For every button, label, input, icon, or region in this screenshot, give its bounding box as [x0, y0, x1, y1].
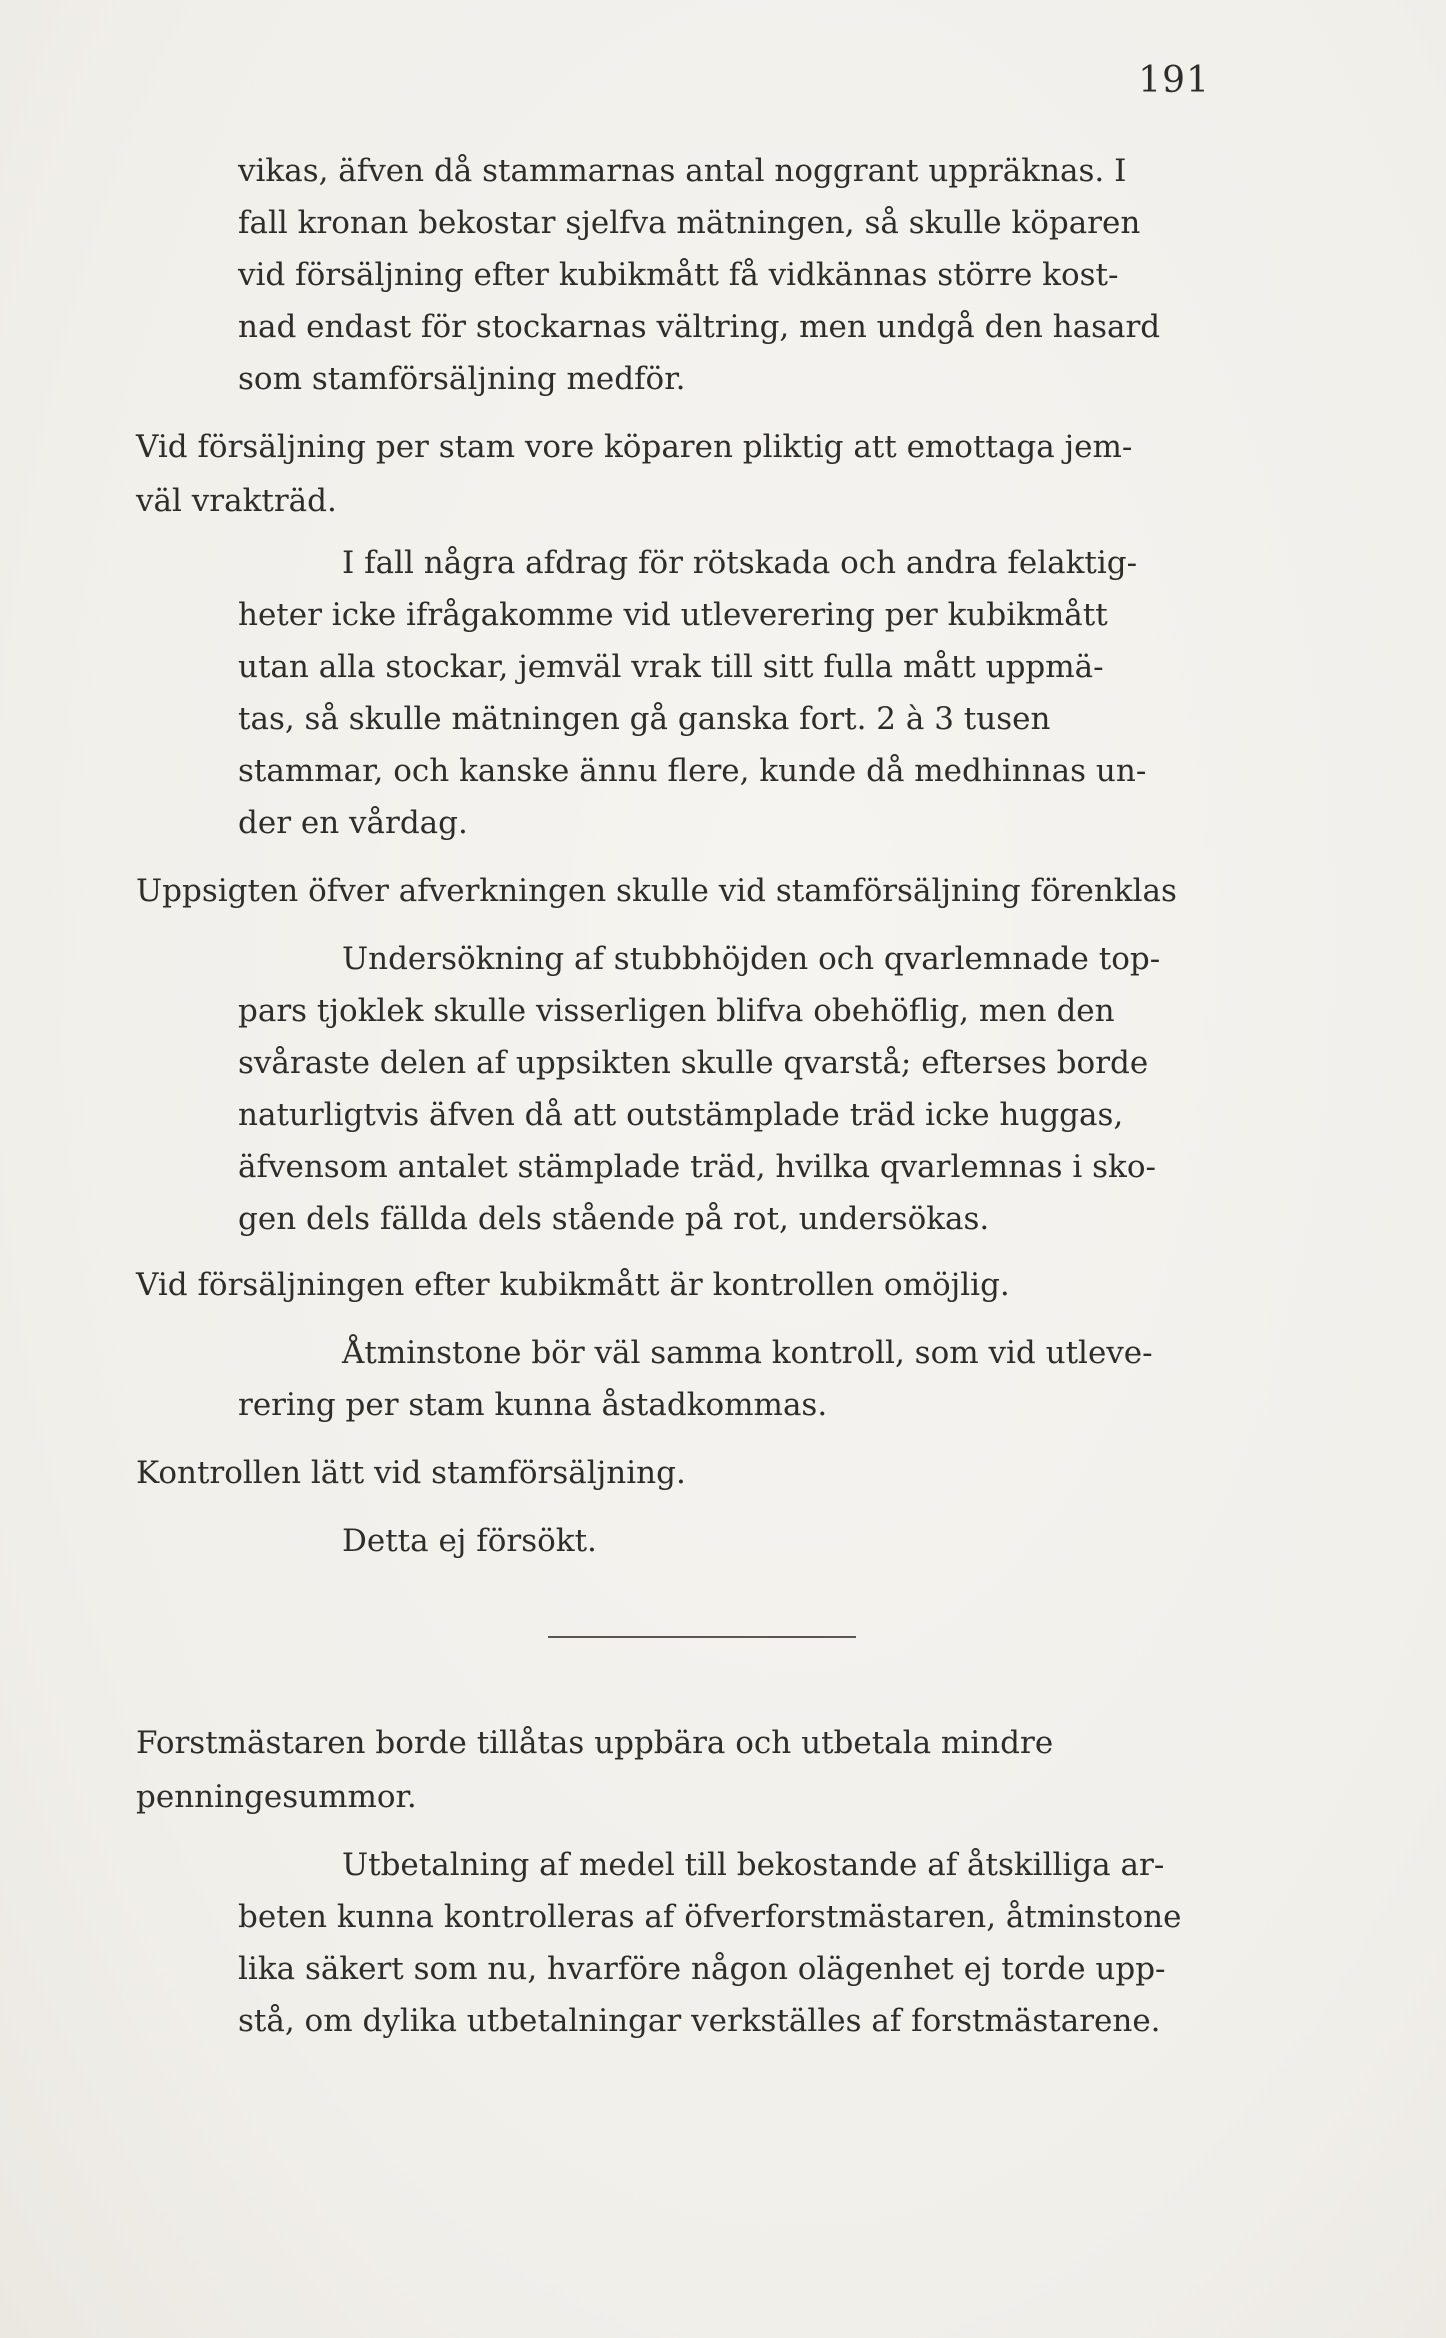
text-line: Åtminstone bör väl samma kontroll, som vid utleve-	[342, 1335, 1153, 1371]
text-line: äfvensom antalet stämplade träd, hvilka qvarlemnas i sko-	[238, 1149, 1156, 1185]
page-number: 191	[1138, 60, 1210, 101]
text-line: lika säkert som nu, hvarföre någon olägenhet ej torde upp-	[238, 1951, 1166, 1987]
text-line: gen dels fällda dels stående på rot, undersökas.	[238, 1201, 990, 1237]
text-line: nad endast för stockarnas vältring, men undgå den hasard	[238, 309, 1161, 345]
section-divider	[548, 1636, 856, 1638]
text-line: Detta ej försökt.	[342, 1523, 597, 1559]
section-heading: penningesummor.	[136, 1779, 417, 1815]
section-heading: Kontrollen lätt vid stamförsäljning.	[136, 1455, 686, 1491]
text-line: fall kronan bekostar sjelfva mätningen, så skulle köparen	[238, 205, 1141, 241]
text-line: som stamförsäljning medför.	[238, 361, 686, 397]
text-line: stå, om dylika utbetalningar verkställes af forstmästarene.	[238, 2003, 1161, 2039]
text-line: rering per stam kunna åstadkommas.	[238, 1387, 828, 1423]
text-line: naturligtvis äfven då att outstämplade träd icke huggas,	[238, 1097, 1124, 1133]
text-line: tas, så skulle mätningen gå ganska fort. 2 à 3 tusen	[238, 701, 1051, 737]
text-line: Utbetalning af medel till bekostande af åtskilliga ar-	[342, 1847, 1165, 1883]
text-line: der en vårdag.	[238, 805, 468, 841]
section-heading: Uppsigten öfver afverkningen skulle vid stamförsäljning förenklas	[136, 873, 1177, 909]
section-heading: Forstmästaren borde tillåtas uppbära och utbetala mindre	[136, 1725, 1054, 1761]
text-line: pars tjoklek skulle visserligen blifva obehöflig, men den	[238, 993, 1115, 1029]
text-line: Undersökning af stubbhöjden och qvarlemnade top-	[342, 941, 1161, 977]
text-line: heter icke ifrågakomme vid utleverering per kubikmått	[238, 597, 1108, 633]
text-line: utan alla stockar, jemväl vrak till sitt fulla mått uppmä-	[238, 649, 1104, 685]
text-line: svåraste delen af uppsikten skulle qvarstå; efterses borde	[238, 1045, 1149, 1081]
text-line: beten kunna kontrolleras af öfverforstmästaren, åtminstone	[238, 1899, 1182, 1935]
text-line: vid försäljning efter kubikmått få vidkännas större kost-	[238, 257, 1119, 293]
text-line: stammar, och kanske ännu flere, kunde då medhinnas un-	[238, 753, 1147, 789]
section-heading: Vid försäljningen efter kubikmått är kontrollen omöjlig.	[136, 1267, 1010, 1303]
section-heading: Vid försäljning per stam vore köparen pliktig att emottaga jem-	[136, 429, 1133, 465]
text-line: I fall några afdrag för rötskada och andra felaktig-	[342, 545, 1138, 581]
text-line: vikas, äfven då stammarnas antal noggrant uppräknas. I	[238, 153, 1127, 189]
section-heading: väl vrakträd.	[136, 483, 337, 519]
